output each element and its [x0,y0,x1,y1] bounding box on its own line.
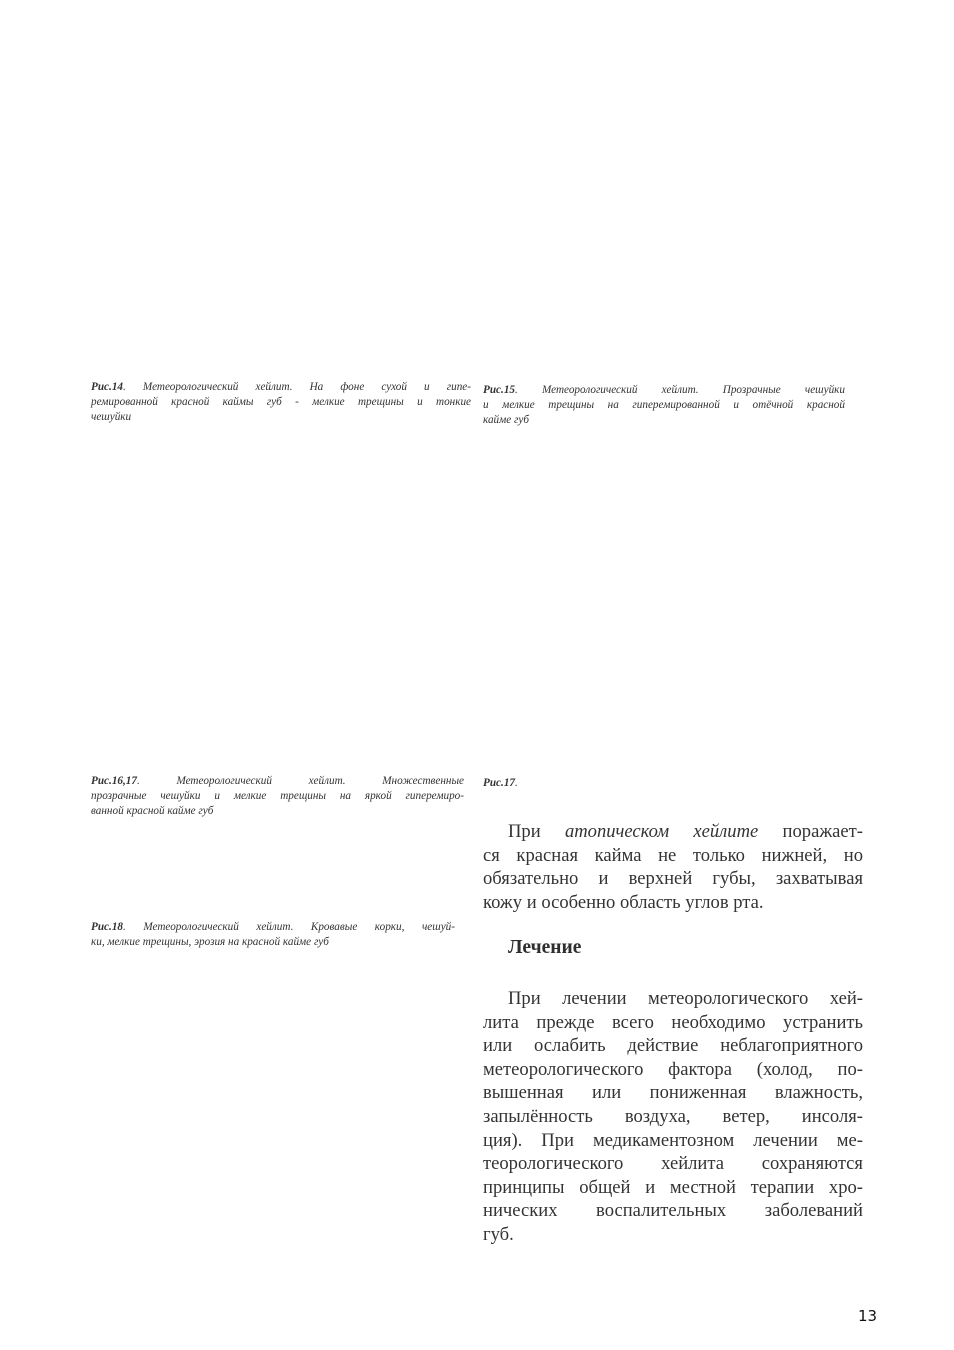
page-number: 13 [858,1307,878,1325]
caption-label: Рис.18 [91,921,124,933]
figure-caption-15 [483,383,845,428]
paragraph-line: вышенная или пониженная влажность, [483,1082,863,1104]
paragraph-text: поражает- [758,821,864,842]
figure-caption-16-17 [91,774,464,819]
caption-line: ки, мелкие трещины, эрозия на красной кайме губ [91,936,329,948]
caption-line: и мелкие трещины на гиперемированной и отёчной красной [483,399,845,411]
paragraph-line: ция). При медикаментозном лечении ме- [483,1129,863,1151]
caption-label: Рис.15 [483,384,516,396]
figure-caption-17 [483,776,518,791]
caption-line: прозрачные чешуйки и мелкие трещины на яркой гиперемиро- [91,790,464,802]
caption-label: Рис.14 [91,381,124,393]
caption-line: чешуйки [91,411,132,423]
paragraph-line: обязательно и верхней губы, захватывая [483,868,863,890]
paragraph-text: При лечении метеорологического хей- [508,988,863,1009]
paragraph-line: ся красная кайма не только нижней, но [483,844,863,866]
paragraph-line: или ослабить действие неблагоприятного [483,1035,863,1057]
paragraph-line: метеорологического фактора (холод, по- [483,1058,863,1080]
paragraph-lead: При [508,821,565,842]
caption-text: . Метеорологический хейлит. Прозрачные чешуйки [515,384,845,396]
caption-line: кайме губ [483,414,530,426]
paragraph-line: кожу и особенно область углов рта. [483,891,764,913]
caption-text: . Метеорологический хейлит. Множественные [137,775,464,787]
caption-text: . Метеорологический хейлит. Кровавые корки, чешуй- [123,921,455,933]
paragraph-treatment [483,987,863,1247]
caption-line: ремированной красной каймы губ - мелкие трещины и тонкие [91,396,471,408]
figure-caption-18 [91,920,455,950]
caption-line: ванной красной кайме губ [91,805,214,817]
paragraph-line: теорологического хейлита сохраняются [483,1153,863,1175]
paragraph-line: губ. [483,1223,514,1245]
section-heading: Лечение [508,937,582,958]
paragraph-atopic-cheilitis [483,820,863,914]
paragraph-emphasis: атопическом хейлите [564,821,759,842]
paragraph-line: принципы общей и местной терапии хро- [483,1176,863,1198]
paragraph-line: запылённость воздуха, ветер, инсоля- [483,1105,863,1127]
caption-label: Рис.16,17 [91,775,137,787]
paragraph-line: лита прежде всего необходимо устранить [483,1011,863,1033]
caption-text: . Метеорологический хейлит. На фоне сухой и гипе- [123,381,471,393]
figure-caption-14 [91,380,471,425]
paragraph-line: нических воспалительных заболеваний [483,1200,863,1222]
caption-text: . [515,777,518,789]
caption-label: Рис.17 [483,777,516,789]
